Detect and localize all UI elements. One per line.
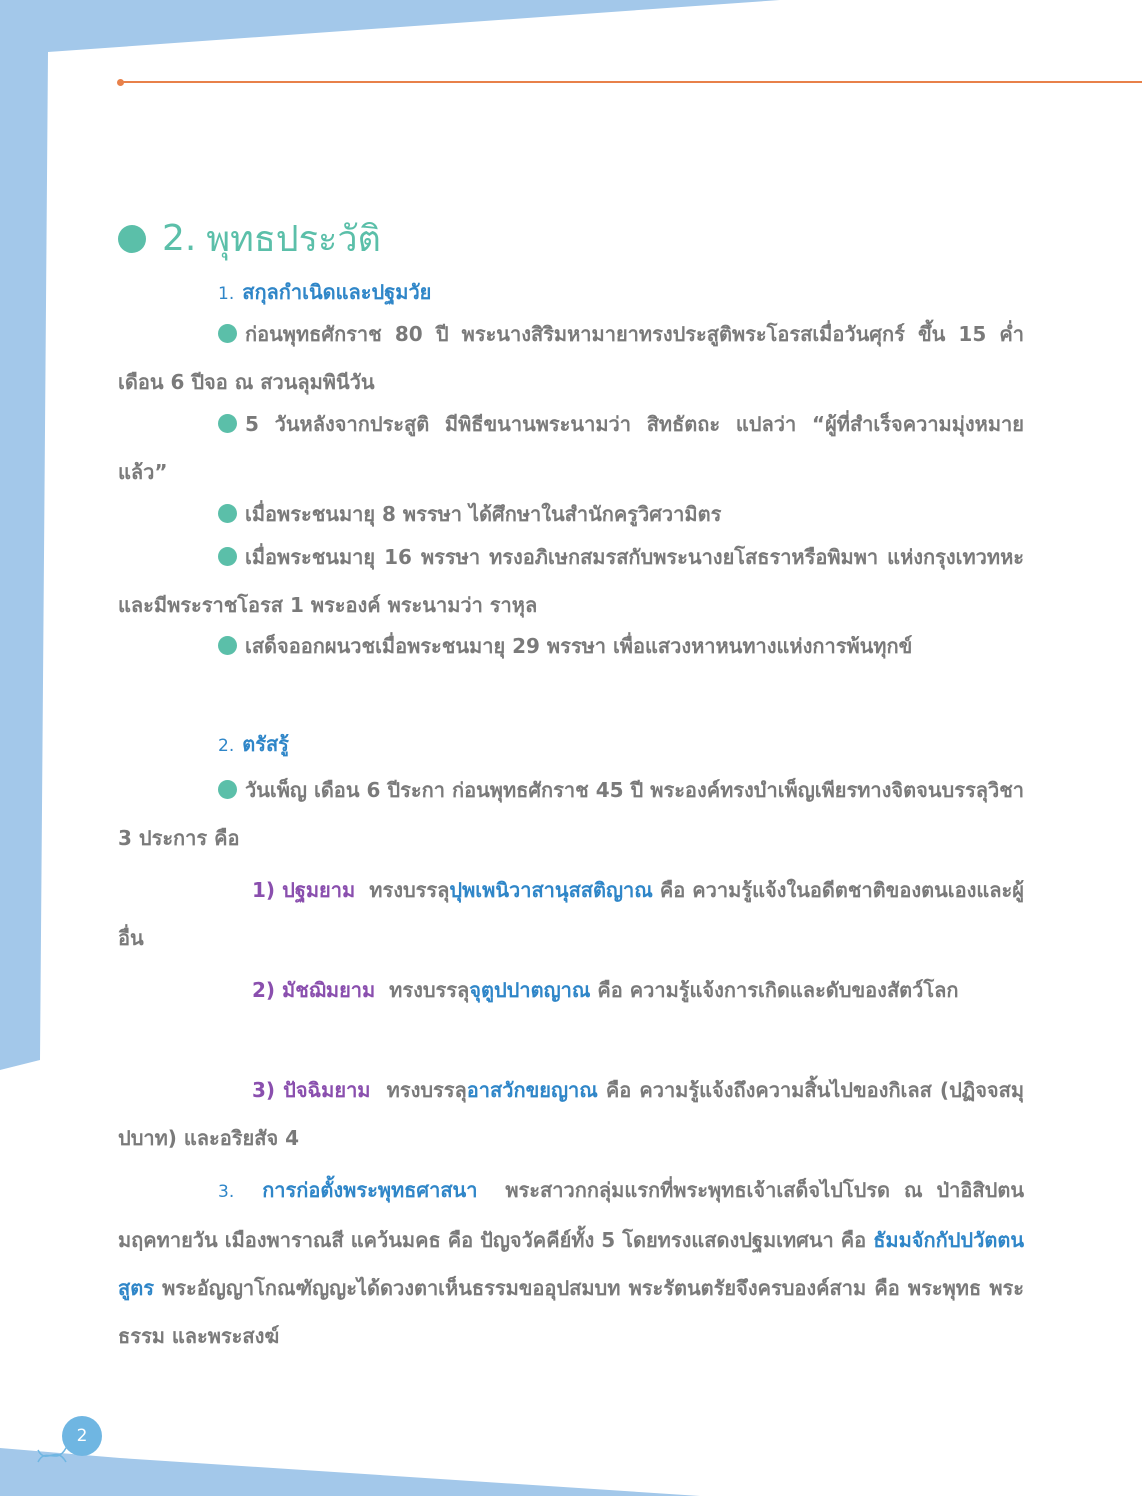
- subheading-1-title: สกุลกำเนิดและปฐมวัย: [242, 280, 432, 304]
- bullet-item: [118, 310, 1024, 406]
- yama-description: คือ ความรู้แจ้งการเกิดและดับของสัตว์โลก: [597, 978, 959, 1002]
- yama-verb: ทรงบรรลุ: [389, 978, 470, 1002]
- subheading-2: [218, 728, 289, 760]
- bullet-dot-icon: [218, 414, 237, 433]
- bullet-dot-icon: [218, 636, 237, 655]
- yama-knowledge: ปุพเพนิวาสานุสสติญาณ: [449, 878, 653, 902]
- yama-number: 1): [252, 878, 276, 902]
- bullet-text: เมื่อพระชนมายุ 8 พรรษา ได้ศึกษาในสำนักครูวิศวามิตร: [245, 502, 722, 526]
- bullet-text: ก่อนพุทธศักราช 80 ปี พระนางสิริมหามายาทรงประสูติพระโอรสเมื่อวันศุกร์ ขึ้น 15 ค่ำ เดือน 6 ปีจอ ณ สวนลุมพินีวัน: [118, 322, 1024, 394]
- yama-name: ปฐมยาม: [282, 878, 356, 902]
- section-number: 2.: [162, 218, 197, 259]
- yama-knowledge: อาสวักขยญาณ: [466, 1078, 598, 1102]
- yama-verb: ทรงบรรลุ: [369, 878, 450, 902]
- bullet-item: [118, 490, 1024, 538]
- yama-number: 3): [252, 1078, 276, 1102]
- yama-knowledge: จุตูปปาตญาณ: [469, 978, 591, 1002]
- section-title: [118, 210, 381, 267]
- bullet-item: [118, 766, 1024, 862]
- yama-name: มัชฌิมยาม: [282, 978, 376, 1002]
- header-rule-dot: [117, 79, 124, 86]
- subheading-1-number: 1.: [218, 284, 235, 304]
- page-number: 2: [62, 1416, 102, 1456]
- subheading-3-paragraph: [118, 1166, 1024, 1360]
- bullet-item: [118, 400, 1024, 496]
- yama-item-2: [118, 966, 1024, 1014]
- bullet-text: เมื่อพระชนมายุ 16 พรรษา ทรงอภิเษกสมรสกับพระนางยโสธราหรือพิมพา แห่งกรุงเทวทหะ และมีพระราชโอรส 1 พระองค์ พระนามว่า ราหุล: [118, 545, 1024, 617]
- subheading-3-number: 3.: [218, 1182, 235, 1202]
- subheading-2-title: ตรัสรู้: [242, 732, 289, 756]
- subheading-1: [218, 276, 431, 308]
- bullet-item: [118, 533, 1024, 629]
- yama-description: คือ ความรู้แจ้งในอดีตชาติของตนเองและผู้อื่น: [118, 878, 1024, 950]
- section-title-text: พุทธประวัติ: [206, 219, 381, 260]
- bullet-text: วันเพ็ญ เดือน 6 ปีระกา ก่อนพุทธศักราช 45 ปี พระองค์ทรงบำเพ็ญเพียรทางจิตจนบรรลุวิชา 3 ประการ คือ: [118, 778, 1024, 850]
- subheading-2-number: 2.: [218, 736, 235, 756]
- bullet-item: [118, 622, 1024, 670]
- sutta-name: ธัมมจักกัปปวัตตนสูตร: [118, 1228, 1024, 1300]
- section-bullet-icon: [118, 225, 146, 253]
- bullet-dot-icon: [218, 504, 237, 523]
- yama-number: 2): [252, 978, 276, 1002]
- yama-name: ปัจฉิมยาม: [283, 1078, 371, 1102]
- paragraph-text: พระอัญญาโกณฑัญญะได้ดวงตาเห็นธรรมขออุปสมบท พระรัตนตรัยจึงครบองค์สาม คือ พระพุทธ พระธรรม และพระสงฆ์: [118, 1276, 1024, 1348]
- bullet-dot-icon: [218, 324, 237, 343]
- bullet-dot-icon: [218, 547, 237, 566]
- yama-description: คือ ความรู้แจ้งถึงความสิ้นไปของกิเลส (ปฏิจจสมุปบาท) และอริยสัจ 4: [118, 1078, 1025, 1150]
- bullet-text: เสด็จออกผนวชเมื่อพระชนมายุ 29 พรรษา เพื่อแสวงหาหนทางแห่งการพ้นทุกข์: [245, 634, 913, 658]
- paragraph-text: พระสาวกกลุ่มแรกที่พระพุทธเจ้าเสด็จไปโปรด ณ ป่าอิสิปตนมฤคทายวัน เมืองพาราณสี แคว้นมคธ คือ ปัญจวัคคีย์ทั้ง 5 โดยทรงแสดงปฐมเทศนา คือ: [118, 1178, 1024, 1252]
- yama-item-3: [118, 1066, 1024, 1162]
- header-rule: [120, 81, 1142, 83]
- yama-item-1: [118, 866, 1024, 962]
- yama-verb: ทรงบรรลุ: [386, 1078, 467, 1102]
- bullet-text: 5 วันหลังจากประสูติ มีพิธีขนานพระนามว่า สิทธัตถะ แปลว่า “ผู้ที่สำเร็จความมุ่งหมายแล้ว”: [118, 412, 1024, 484]
- subheading-3-title: การก่อตั้งพระพุทธศาสนา: [262, 1178, 478, 1202]
- bullet-dot-icon: [218, 780, 237, 799]
